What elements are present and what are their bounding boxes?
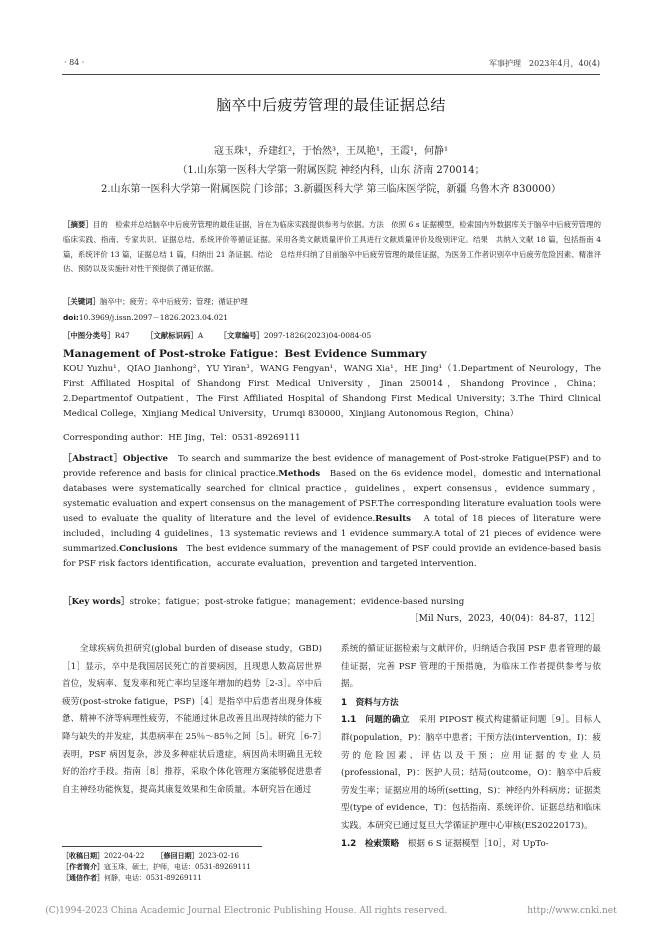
footer-url: http://www.cnki.net bbox=[527, 906, 617, 916]
article-title: 脑卒中后疲劳管理的最佳证据总结 bbox=[216, 96, 446, 114]
article-id-value: 2097-1826(2023)04-0084-05 bbox=[263, 331, 372, 340]
english-abstract bbox=[63, 452, 601, 572]
doc-code-value: A bbox=[197, 331, 204, 340]
section-1-2-heading: 1.2 检索策略 bbox=[341, 838, 400, 849]
section-1-1-heading: 1.1 问题的确立 bbox=[341, 715, 410, 726]
section-1-1 bbox=[341, 712, 601, 835]
clc-label: ［中图分类号］ bbox=[63, 331, 115, 340]
revised-date: 2023-02-16 bbox=[198, 852, 239, 860]
en-methods-text: Based on the 6s evidence model，domestic and international databases were systematically searched for clinical practice，guidelines，expert consensus，evidence summary，systematic evaluation and expert consensus on the management of PSF.The corresponding literature evaluation tools were used to evaluate the quality of literature and the level of evidence. bbox=[63, 469, 601, 524]
footnote-rule bbox=[62, 846, 262, 847]
footnote-dates bbox=[62, 851, 251, 862]
en-results-label: Results bbox=[375, 514, 412, 524]
corresponding-label: ［通信作者］ bbox=[62, 873, 104, 882]
english-authors-affiliations: KOU Yuzhu¹，QIAO Jianhong²，YU Yiran³，WANG Fengyan¹，WANG Xia¹，HE Jing¹（1.Department of Neurology，The First Affiliated Hospital of Shandong First Medical University，Jinan 250014，Shandong Province，China；2.Departmentof Outpatient，The First Affiliated Hospital of Shandong First Medical University；3.The Third Clinical Medical College，Xinjiang Medical University，Urumqi 830000，Xinjiang Autonomous Region，China） bbox=[63, 364, 601, 419]
received-date: 2022-04-22 bbox=[104, 852, 145, 860]
right-column bbox=[341, 641, 601, 853]
en-methods-label: Methods bbox=[278, 469, 321, 479]
received-label: ［收稿日期］ bbox=[62, 852, 104, 860]
revised-label: ［修回日期］ bbox=[156, 852, 199, 860]
author-bio-label: ［作者简介］ bbox=[62, 862, 104, 871]
en-objective-label: Objective bbox=[123, 454, 168, 464]
doi-value: 10.3969/j.issn.2097－1826.2023.04.021 bbox=[78, 313, 228, 322]
section-1-2 bbox=[341, 836, 601, 854]
affiliation-line-1: （1.山东第一医科大学第一附属医院 神经内科，山东 济南 270014； bbox=[177, 165, 485, 176]
en-results-text: A total of 18 pieces of literature were included，including 4 guidelines，13 systematic reviews and 1 evidence summary.A total of 21 pieces of evidence were summarized. bbox=[63, 514, 601, 554]
abstract-cn-label: ［摘要］ bbox=[63, 220, 93, 229]
doi-label: doi: bbox=[63, 313, 79, 322]
keywords-cn-text: 脑卒中；疲劳；卒中后疲劳；管理；循证护理 bbox=[99, 297, 248, 306]
en-conclusions-text: The best evidence summary of the management of PSF could provide an evidence-based basis for PSF risk factors identification，accurate evaluation，prevention and targeted intervention. bbox=[63, 544, 601, 569]
footnote-author bbox=[62, 862, 251, 873]
page-number: · 84 · bbox=[64, 58, 85, 67]
english-keywords bbox=[63, 595, 601, 610]
classification-line bbox=[63, 330, 371, 341]
en-keywords-label: ［Key words］ bbox=[63, 597, 130, 607]
author-bio: 寇玉珠，硕士，护师，电话：0531-89269111 bbox=[104, 862, 251, 871]
clc-value: R47 bbox=[114, 331, 130, 340]
en-conclusions-label: Conclusions bbox=[119, 544, 178, 554]
corresponding-info: 何静，电话：0531-89269111 bbox=[104, 873, 202, 882]
journal-running-head: 军事护理 2023年4月，40(4) bbox=[489, 59, 600, 68]
footnote-corresponding bbox=[62, 873, 251, 884]
doc-code-label: ［文献标识码］ bbox=[146, 331, 198, 340]
en-objective-text: To search and summarize the best evidence of management of Post-stroke Fatigue(PSF) and to provide reference and basis for clinical practice. bbox=[63, 454, 601, 479]
page-footer bbox=[0, 906, 662, 916]
english-corresponding-author: Corresponding author：HE Jing，Tel：0531-89269111 bbox=[63, 433, 301, 443]
intro-paragraph-left: 全球疾病负担研究(global burden of disease study，GBD)［1］显示，卒中是我国居民死亡的首要病因，且现患人数高居世界首位，发病率、复发率和死亡率均呈逐年增加的趋势［2-3］。卒中后疲劳(post-stroke fatigue，PSF)［4］是指卒中后患者出现身体疲惫、精神不济等病理性疲劳，不能通过休息改善且出现持续的能力下降与缺失的并发症，其患病率在 25％～85％之间［5］。研究［6-7］表明，PSF 病因复杂，涉及多种症状后遗症，病因尚未明确且无较好的治疗手段。指南［8］推荐，采取个体化管理方案能够促进患者自主神经功能恢复，提高其康复效果和生命质量。本研究旨在通过 bbox=[62, 644, 322, 795]
abstract-cn bbox=[63, 218, 601, 277]
english-title: Management of Post-stroke Fatigue：Best Evidence Summary bbox=[63, 348, 427, 360]
abstract-cn-text: 目的 检索并总结脑卒中后疲劳管理的最佳证据，旨在为临床实践提供参考与依据。方法 依照 6 s 证据模型，检索国内外数据库关于脑卒中后疲劳管理的临床实践、指南、专家共识、证据总结、系统评价等循证证据。采用各类文献质量评价工具进行文献质量评价及级别评定。结果 共纳入文献 18 篇，包括指南 4 篇，系统评价 13 篇，证据总结 1 篇，归纳出 21 条证据。结论 总结并归纳了目前脑卒中后疲劳管理的最佳证据，为医务工作者识别卒中后疲劳危险因素、精准评估、预防以及实施针对性干预提供了循证依据。 bbox=[63, 220, 601, 274]
footnote bbox=[62, 851, 251, 883]
section-1-heading: 1 资料与方法 bbox=[341, 697, 399, 708]
section-1-2-text: 根据 6 S 证据模型［10］，对 UpTo- bbox=[407, 838, 549, 849]
keywords-cn-label: ［关键词］ bbox=[63, 297, 100, 306]
header-rule bbox=[62, 74, 600, 75]
affiliation-line-2: 2.山东第一医科大学第一附属医院 门诊部；3.新疆医科大学 第三临床医学院，新疆 乌鲁木齐 830000） bbox=[101, 184, 561, 195]
keywords-cn bbox=[63, 296, 248, 307]
en-keywords-text: stroke；fatigue；post-stroke fatigue；management；evidence-based nursing bbox=[129, 597, 465, 607]
citation: ［Mil Nurs，2023，40(04)：84-87，112］ bbox=[409, 614, 600, 624]
en-abstract-label: ［Abstract］ bbox=[63, 454, 123, 464]
doi bbox=[63, 312, 228, 323]
section-1-1-text: 采用 PIPOST 模式构建循证问题［9］。目标人群(population，P)：脑卒中患者；干预方法(intervention，I)：疲劳的危险因素、评估以及干预；应用证据的专业人员(professional，P)：医护人员；结局(outcome，O)：脑卒中后疲劳发生率；证据应用的场所(setting，S)：神经内外科病房；证据类型(type of evidence，T)：包括指南、系统评价、证据总结和临床实践。本研究已通过复旦大学循证护理中心审核(ES20220173)。 bbox=[341, 715, 601, 831]
intro-paragraph-right: 系统的循证证据检索与文献评价，归纳适合我国 PSF 患者管理的最佳证据，完善 PSF 管理的干预措施，为临床工作者提供参考与依据。 bbox=[341, 644, 601, 690]
author-list: 寇玉珠¹，乔建红²，于怡然³，王凤艳¹，王霞¹，何静¹ bbox=[213, 146, 449, 157]
article-id-label: ［文章编号］ bbox=[219, 331, 264, 340]
copyright-notice: (C)1994-2023 China Academic Journal Electronic Publishing House. All rights reserved. bbox=[45, 906, 448, 916]
